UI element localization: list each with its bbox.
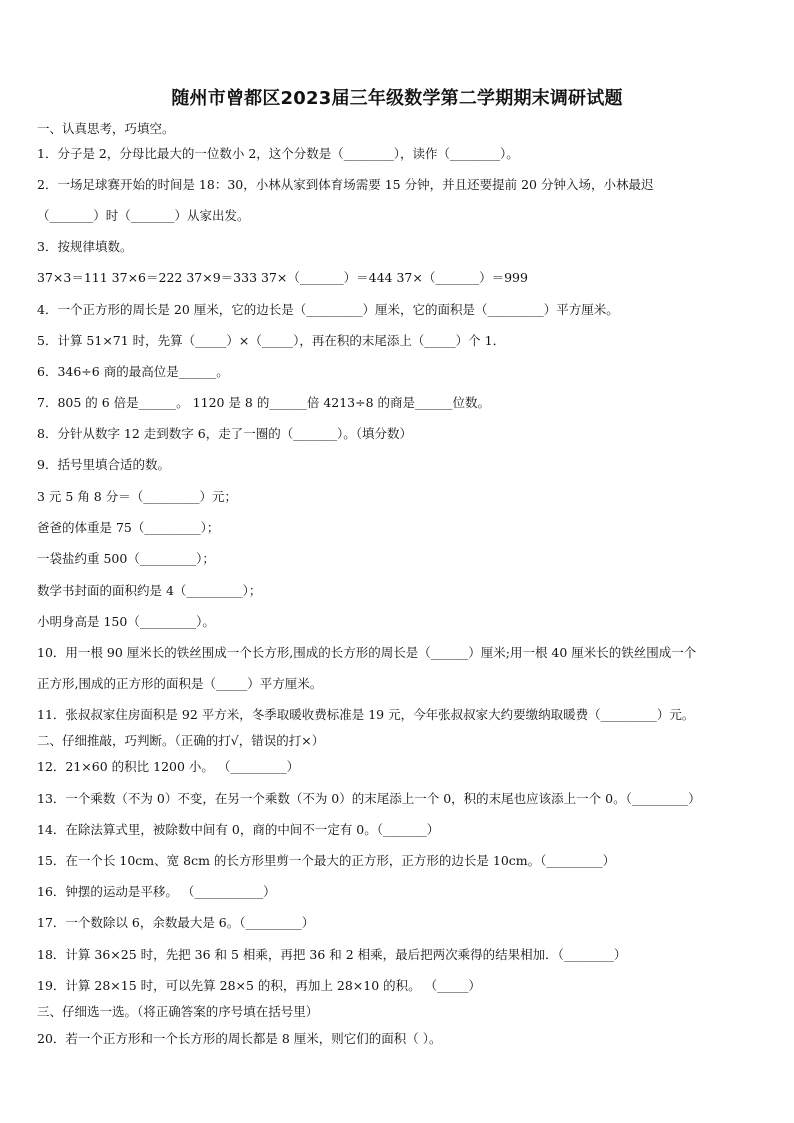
question-18: 18．计算 36×25 时，先把 36 和 5 相乘，再把 36 和 2 相乘，最后把两次乘得的结果相加．（________） bbox=[37, 947, 627, 962]
question-2-continued: （_______）时（_______）从家出发。 bbox=[37, 208, 250, 223]
question-16: 16．钟摆的运动是平移。 （___________） bbox=[37, 884, 276, 899]
question-11: 11．张叔叔家住房面积是 92 平方米，冬季取暖收费标准是 19 元，今年张叔叔家大约要缴纳取暖费（_________）元。 bbox=[37, 707, 695, 722]
section-1-heading: 一、认真思考，巧填空。 bbox=[37, 121, 175, 136]
question-4: 4．一个正方形的周长是 20 厘米，它的边长是（_________）厘米，它的面积是（_________）平方厘米。 bbox=[37, 302, 619, 317]
question-9-item-1: 3 元 5 角 8 分＝（_________）元； bbox=[37, 489, 237, 504]
question-17: 17．一个数除以 6，余数最大是 6。（_________） bbox=[37, 915, 315, 930]
question-6: 6．346÷6 商的最高位是______。 bbox=[37, 364, 229, 379]
question-9-item-3: 一袋盐约重 500（_________）； bbox=[37, 551, 215, 566]
question-3-sequence: 37×3＝111 37×6＝222 37×9＝333 37×（_______）＝444 37×（_______）＝999 bbox=[37, 270, 528, 285]
question-10: 10．用一根 90 厘米长的铁丝围成一个长方形,围成的长方形的周长是（______）厘米;用一根 40 厘米长的铁丝围成一个 bbox=[37, 645, 697, 660]
question-12: 12．21×60 的积比 1200 小。 （_________） bbox=[37, 759, 300, 774]
question-14: 14．在除法算式里，被除数中间有 0，商的中间不一定有 0。（_______） bbox=[37, 822, 440, 837]
page-title: 随州市曾都区2023届三年级数学第二学期期末调研试题 bbox=[171, 88, 623, 109]
question-7: 7．805 的 6 倍是______。 1120 是 8 的______倍 4213÷8 的商是______位数。 bbox=[37, 395, 491, 410]
question-1: 1．分子是 2，分母比最大的一位数小 2，这个分数是（________），读作（________）。 bbox=[37, 146, 519, 161]
question-5: 5．计算 51×71 时，先算（_____）×（_____），再在积的末尾添上（_____）个 1． bbox=[37, 333, 506, 348]
question-3: 3．按规律填数。 bbox=[37, 239, 133, 254]
question-9: 9．括号里填合适的数。 bbox=[37, 457, 170, 472]
question-19: 19．计算 28×15 时，可以先算 28×5 的积，再加上 28×10 的积。 （_____） bbox=[37, 978, 481, 993]
question-2: 2．一场足球赛开始的时间是 18：30，小林从家到体育场需要 15 分钟，并且还要提前 20 分钟入场，小林最迟 bbox=[37, 177, 654, 192]
question-9-item-5: 小明身高是 150（_________）。 bbox=[37, 614, 215, 629]
question-10-continued: 正方形,围成的正方形的面积是（_____）平方厘米。 bbox=[37, 676, 323, 691]
section-2-heading: 二、仔细推敲，巧判断。（正确的打√，错误的打×） bbox=[37, 733, 325, 748]
question-9-item-4: 数学书封面的面积约是 4（_________）； bbox=[37, 583, 262, 598]
question-13: 13．一个乘数（不为 0）不变，在另一个乘数（不为 0）的末尾添上一个 0，积的末尾也应该添上一个 0。（_________） bbox=[37, 791, 701, 806]
question-8: 8．分针从数字 12 走到数字 6，走了一圈的（_______）。（填分数） bbox=[37, 426, 412, 441]
question-15: 15．在一个长 10cm、宽 8cm 的长方形里剪一个最大的正方形，正方形的边长是 10cm。（_________） bbox=[37, 853, 616, 868]
question-20: 20．若一个正方形和一个长方形的周长都是 8 厘米，则它们的面积（ ）。 bbox=[37, 1031, 442, 1046]
section-3-heading: 三、仔细选一选。（将正确答案的序号填在括号里） bbox=[37, 1004, 319, 1019]
question-9-item-2: 爸爸的体重是 75（_________）； bbox=[37, 520, 220, 535]
